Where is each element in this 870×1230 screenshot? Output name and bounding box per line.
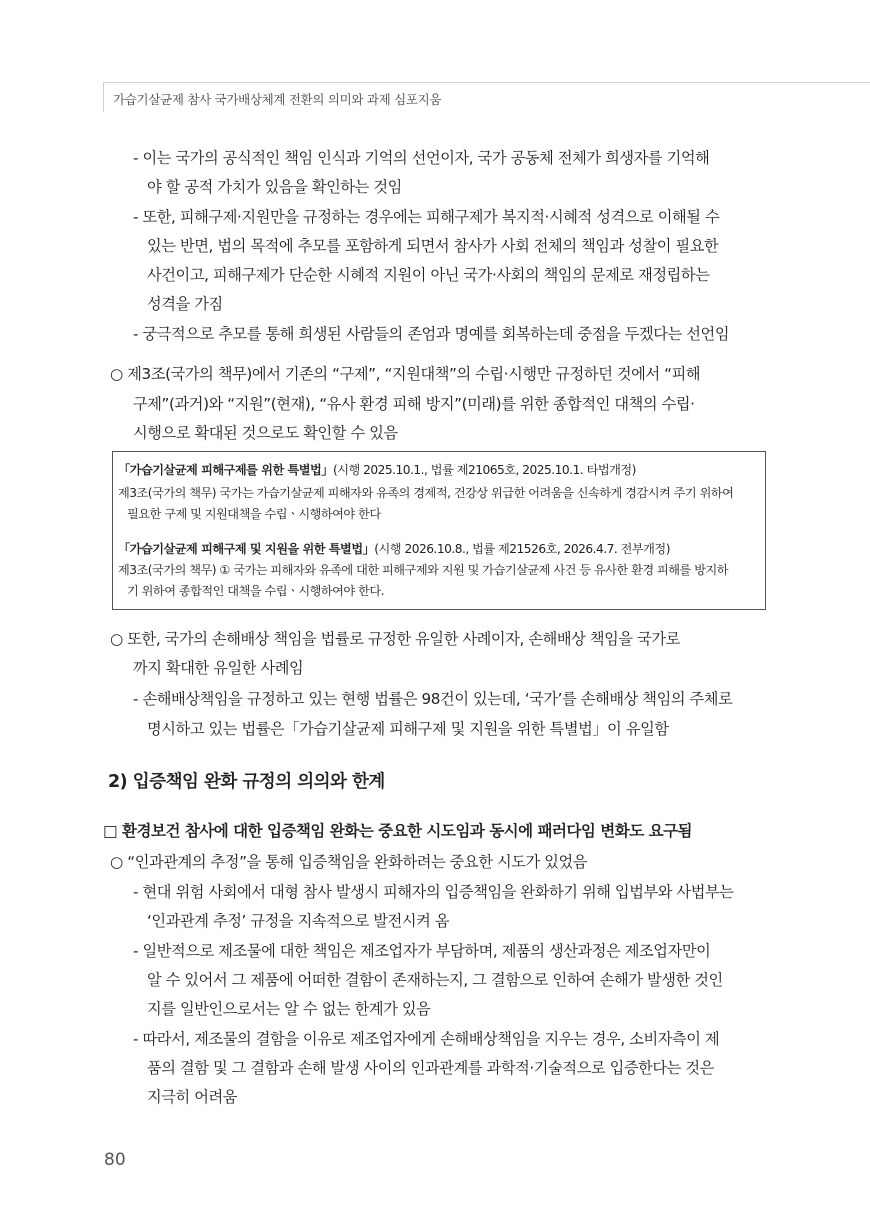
text-line: 시행으로 확대된 것으로도 확인할 수 있음: [133, 424, 398, 442]
text-line: 지극히 어려움: [147, 1088, 238, 1106]
square-heading: □ 환경보건 참사에 대한 입증책임 완화는 중요한 시도임과 동시에 패러다임 변화도 요구됨: [103, 822, 693, 840]
text-line: 사건이고, 피해구제가 단순한 시혜적 지원이 아닌 국가·사회의 책임의 문제로 재정립하는: [147, 266, 710, 284]
text-line: - 현대 위험 사회에서 대형 참사 발생시 피해자의 입증책임을 완화하기 위해 입법부와 사법부는: [133, 883, 734, 901]
law2-text-line: 제3조(국가의 책무) ① 국가는 피해자와 유족에 대한 피해구제와 지원 및 가습기살균제 사건 등 유사한 환경 피해를 방지하: [118, 563, 729, 577]
text-line: 명시하고 있는 법률은「가습기살균제 피해구제 및 지원을 위한 특별법」이 유일함: [147, 720, 669, 738]
law1-title: 「가습기살균제 피해구제를 위한 특별법」: [118, 463, 333, 477]
law2-heading: [118, 541, 670, 557]
text-line: - 따라서, 제조물의 결함을 이유로 제조업자에게 손해배상책임을 지우는 경우, 소비자측이 제: [133, 1030, 720, 1048]
law-citation-box: [112, 451, 766, 610]
text-line: - 또한, 피해구제·지원만을 규정하는 경우에는 피해구제가 복지적·시혜적 성격으로 이해될 수: [133, 208, 720, 226]
law1-heading: [118, 462, 636, 478]
page-number: 80: [104, 1150, 126, 1170]
text-line: 야 할 공적 가치가 있음을 확인하는 것임: [147, 178, 402, 196]
text-line: - 이는 국가의 공식적인 책임 인식과 기억의 선언이자, 국가 공동체 전체가 희생자를 기억해: [133, 149, 710, 167]
text-line: ○ 제3조(국가의 책무)에서 기존의 “구제”, “지원대책”의 수립·시행만 규정하던 것에서 “피해: [110, 365, 701, 383]
text-line: ○ “인과관계의 추정”을 통해 입증책임을 완화하려는 중요한 시도가 있었음: [110, 853, 588, 871]
text-line: 품의 결함 및 그 결함과 손해 발생 사이의 인과관계를 과학적·기술적으로 입증한다는 것은: [147, 1059, 714, 1077]
text-line: 있는 반면, 법의 목적에 추모를 포함하게 되면서 참사가 사회 전체의 책임과 성찰이 필요한: [147, 237, 719, 255]
section-heading: 2) 입증책임 완화 규정의 의의와 한계: [108, 772, 385, 792]
text-line: 알 수 있어서 그 제품에 어떠한 결함이 존재하는지, 그 결함으로 인하여 손해가 발생한 것인: [147, 971, 723, 989]
law2-text-line: 기 위하여 종합적인 대책을 수립ㆍ시행하여야 한다.: [127, 584, 384, 598]
law2-title: 「가습기살균제 피해구제 및 지원을 위한 특별법」: [118, 542, 375, 556]
text-line: - 손해배상책임을 규정하고 있는 현행 법률은 98건이 있는데, ‘국가’를 손해배상 책임의 주체로: [133, 690, 733, 708]
text-line: 구제”(과거)와 “지원”(현재), “유사 환경 피해 방지”(미래)를 위한 종합적인 대책의 수립·: [133, 395, 695, 413]
text-line: ‘인과관계 추정’ 규정을 지속적으로 발전시켜 옴: [147, 912, 450, 930]
law1-text-line: 제3조(국가의 책무) 국가는 가습기살균제 피해자와 유족의 경제적, 건강상 위급한 어려움을 신속하게 경감시켜 주기 위하여: [118, 486, 734, 500]
text-line: 까지 확대한 유일한 사례임: [133, 659, 304, 677]
law2-meta: (시행 2026.10.8., 법률 제21526호, 2026.4.7. 전부개정): [374, 542, 670, 556]
running-header: 가습기살균제 참사 국가배상체계 전환의 의미와 과제 심포지움: [113, 92, 442, 107]
text-line: - 일반적으로 제조물에 대한 책임은 제조업자가 부담하며, 제품의 생산과정은 제조업자만이: [133, 942, 711, 960]
text-line: 성격을 가짐: [147, 295, 223, 313]
text-line: 지를 일반인으로서는 알 수 없는 한계가 있음: [147, 1000, 431, 1018]
law1-text-line: 필요한 구제 및 지원대책을 수립ㆍ시행하여야 한다: [127, 507, 381, 521]
text-line: ○ 또한, 국가의 손해배상 책임을 법률로 규정한 유일한 사례이자, 손해배상 책임을 국가로: [110, 630, 680, 648]
law1-meta: (시행 2025.10.1., 법률 제21065호, 2025.10.1. 타법개정): [332, 463, 636, 477]
text-line: - 궁극적으로 추모를 통해 희생된 사람들의 존엄과 명예를 회복하는데 중점을 두겠다는 선언임: [133, 325, 730, 343]
